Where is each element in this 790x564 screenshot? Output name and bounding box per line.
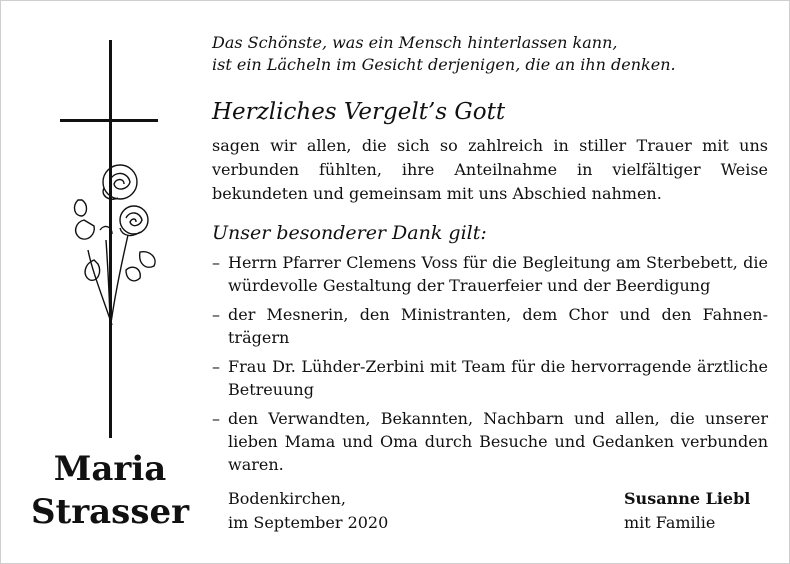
- quote-line-2: ist ein Lächeln im Gesicht derjenigen, die an ihn denken.: [212, 55, 676, 74]
- thanks-list: [212, 251, 768, 482]
- list-item: [212, 407, 768, 476]
- deceased-last-name: Strasser: [30, 492, 190, 532]
- subheading: Unser besonderer Dank gilt:: [212, 222, 487, 244]
- list-item: [212, 251, 768, 297]
- list-item: [212, 355, 768, 401]
- heading: Herzliches Vergelt’s Gott: [212, 99, 506, 125]
- list-dash: –: [212, 305, 220, 324]
- place-date: [228, 487, 388, 535]
- list-item-text: der Mesnerin, den Ministranten, dem Chor und den Fahnenträgern: [228, 305, 768, 347]
- list-dash: –: [212, 357, 220, 376]
- list-item: [212, 303, 768, 349]
- place: Bodenkirchen,: [228, 489, 346, 508]
- date: im September 2020: [228, 513, 389, 532]
- signature-family: mit Familie: [624, 513, 716, 532]
- list-item-text: Frau Dr. Lühder-Zerbini mit Team für die hervorragende ärztliche Betreuung: [228, 357, 768, 399]
- left-column: [0, 0, 210, 564]
- quote-line-1: Das Schönste, was ein Mensch hinterlassen kann,: [212, 33, 618, 52]
- quote: [212, 32, 768, 76]
- deceased-first-name: Maria: [53, 449, 167, 489]
- signature-name: Susanne Liebl: [624, 489, 751, 508]
- signature: [624, 487, 750, 535]
- deceased-name: [20, 448, 200, 534]
- cross-icon-horizontal: [60, 119, 158, 122]
- list-dash: –: [212, 409, 220, 428]
- list-dash: –: [212, 253, 220, 272]
- thanks-text: sagen wir allen, die sich so zahlreich in stiller Trauer mit uns verbunden fühlten, ihre Anteilnahme in vielfältiger Weise bekundeten und gemeinsam mit uns Abschied nahmen.: [212, 136, 768, 203]
- rose-icon: [70, 160, 160, 330]
- list-item-text: Herrn Pfarrer Clemens Voss für die Begleitung am Sterbebett, die würdevolle Gestaltung der Trauerfeier und der Beerdigung: [228, 253, 768, 295]
- list-item-text: den Verwandten, Bekannten, Nachbarn und allen, die unserer lieben Mama und Oma durch Besuche und Gedanken verbunden waren.: [228, 409, 768, 474]
